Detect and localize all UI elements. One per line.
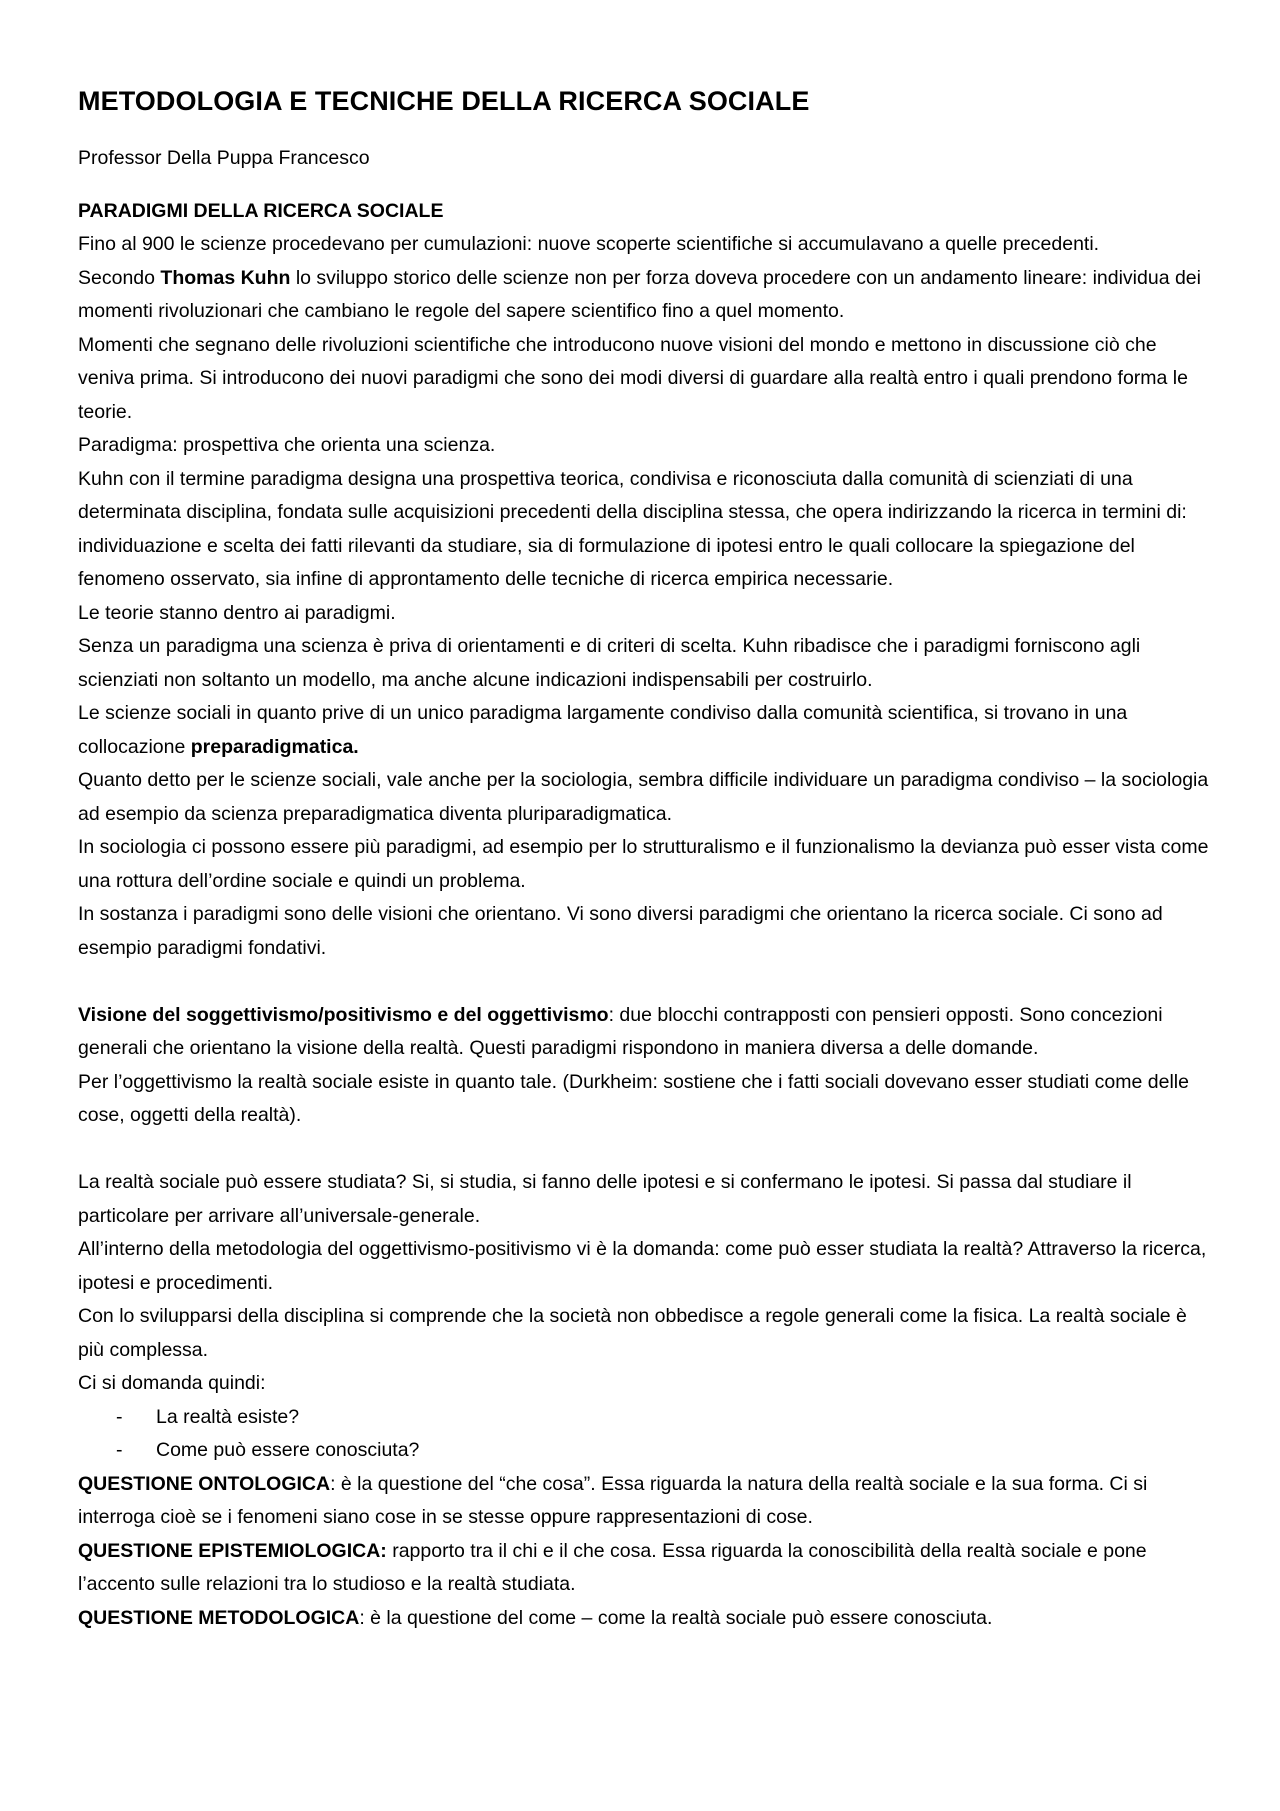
paragraph: Paradigma: prospettiva che orienta una scienza.	[78, 434, 496, 456]
bold-term: Thomas Kuhn	[160, 266, 291, 289]
paragraph: In sostanza i paradigmi sono delle visioni che orientano. Vi sono diversi paradigmi che orientano la ricerca sociale. Ci sono ad esempio paradigmi fondativi.	[78, 903, 1163, 959]
paragraph: La realtà sociale può essere studiata? Si, si studia, si fanno delle ipotesi e si confermano le ipotesi. Si passa dal studiare il particolare per arrivare all’universale-generale.	[78, 1171, 1132, 1227]
paragraph: Fino al 900 le scienze procedevano per cumulazioni: nuove scoperte scientifiche si accumulavano a quelle precedenti.	[78, 233, 1100, 255]
paragraph: Quanto detto per le scienze sociali, vale anche per la sociologia, sembra difficile individuare un paradigma condiviso – la sociologia ad esempio da scienza preparadigmatica diventa pluriparadigmatica.	[78, 769, 1209, 825]
list-dash: -	[116, 1405, 123, 1428]
text-span: : è la questione del “che cosa”. Essa riguarda la natura della realtà sociale e la sua forma. Ci si interroga cioè se i fenomeni siano cose in se stesse oppure rappresentazioni di cose.	[78, 1472, 1148, 1528]
text-span: lo sviluppo storico delle scienze non per forza doveva procedere con un andamento lineare: individua dei momenti rivoluzionari che cambiano le regole del sapere scientifico fino a quel momento.	[78, 266, 1201, 322]
spacer	[78, 176, 1218, 195]
text-span: : è la questione del come – come la realtà sociale può essere conosciuta.	[359, 1606, 993, 1629]
document-page	[78, 78, 1218, 1635]
list-item-text: La realtà esiste?	[156, 1405, 300, 1428]
section-heading-text: PARADIGMI DELLA RICERCA SOCIALE	[78, 199, 444, 222]
paragraph: In sociologia ci possono essere più paradigmi, ad esempio per lo strutturalismo e il funzionalismo la devianza può esser vista come una rottura dell’ordine sociale e quindi un problema.	[78, 836, 1209, 892]
paragraph: Kuhn con il termine paradigma designa una prospettiva teorica, condivisa e riconosciuta dalla comunità di scienziati di una determinata disciplina, fondata sulle acquisizioni precedenti della disciplina stessa, che opera indirizzando la ricerca in termini di: individuazione e scelta dei fatti rilevanti da studiare, sia di formulazione di ipotesi entro le quali collocare la spiegazione del fenomeno osservato, sia infine di approntamento delle tecniche di ricerca empirica necessarie.	[78, 467, 1187, 590]
paragraph: Momenti che segnano delle rivoluzioni scientifiche che introducono nuove visioni del mondo e mettono in discussione ciò che veniva prima. Si introducono dei nuovi paradigmi che sono dei modi diversi di guardare alla realtà entro i quali prendono forma le teorie.	[78, 333, 1188, 423]
paragraph: Ci si domanda quindi:	[78, 1372, 266, 1394]
blank-line	[78, 1133, 1218, 1167]
bold-term: QUESTIONE METODOLOGICA	[78, 1606, 360, 1629]
paragraph	[78, 1602, 1218, 1636]
list-dash: -	[116, 1439, 123, 1461]
list-item-text: Come può essere conosciuta?	[156, 1439, 420, 1461]
bold-term: preparadigmatica.	[190, 735, 359, 758]
paragraph: All’interno della metodologia del oggettivismo-positivismo vi è la domanda: come può esser studiata la realtà? Attraverso la ricerca, ipotesi e procedimenti.	[78, 1238, 1207, 1294]
text-span: rapporto tra il chi e il che cosa. Essa riguarda la conoscibilità della realtà sociale e pone l’accento sulle relazioni tra lo studioso e la realtà studiata.	[78, 1539, 1147, 1595]
text-span: Le scienze sociali in quanto prive di un unico paradigma largamente condiviso dalla comunità scientifica, si trovano in una collocazione	[78, 702, 1128, 758]
professor-line: Professor Della Puppa Francesco	[78, 147, 370, 169]
bold-term: QUESTIONE EPISTEMIOLOGICA:	[78, 1539, 387, 1562]
paragraph	[78, 999, 1218, 1066]
bold-term: QUESTIONE ONTOLOGICA	[78, 1472, 331, 1495]
paragraph: Con lo svilupparsi della disciplina si comprende che la società non obbedisce a regole generali come la fisica. La realtà sociale è più complessa.	[78, 1305, 1187, 1361]
paragraph: Senza un paradigma una scienza è priva di orientamenti e di criteri di scelta. Kuhn ribadisce che i paradigmi forniscono agli scienziati non soltanto un modello, ma anche alcune indicazioni indispensabili per costruirlo.	[78, 635, 1141, 691]
list-item	[78, 1401, 1218, 1435]
paragraph	[78, 262, 1218, 329]
text-span: Secondo	[78, 266, 161, 289]
text-span: : due blocchi contrapposti con pensieri opposti. Sono concezioni generali che orientano la visione della realtà. Questi paradigmi rispondono in maniera diversa a delle domande.	[78, 1003, 1163, 1059]
paragraph	[78, 1535, 1218, 1602]
blank-line	[78, 965, 1218, 999]
bold-term: Visione del soggettivismo/positivismo e del oggettivismo	[78, 1003, 609, 1026]
paragraph	[78, 1468, 1218, 1535]
question-list	[78, 1401, 1218, 1468]
section-heading	[78, 195, 1218, 229]
paragraph: Per l’oggettivismo la realtà sociale esiste in quanto tale. (Durkheim: sostiene che i fatti sociali dovevano esser studiati come delle cose, oggetti della realtà).	[78, 1070, 1189, 1126]
paragraph: Le teorie stanno dentro ai paradigmi.	[78, 601, 396, 624]
document-title: METODOLOGIA E TECNICHE DELLA RICERCA SOCIALE	[78, 86, 810, 116]
paragraph	[78, 697, 1218, 764]
list-item	[78, 1434, 1218, 1468]
